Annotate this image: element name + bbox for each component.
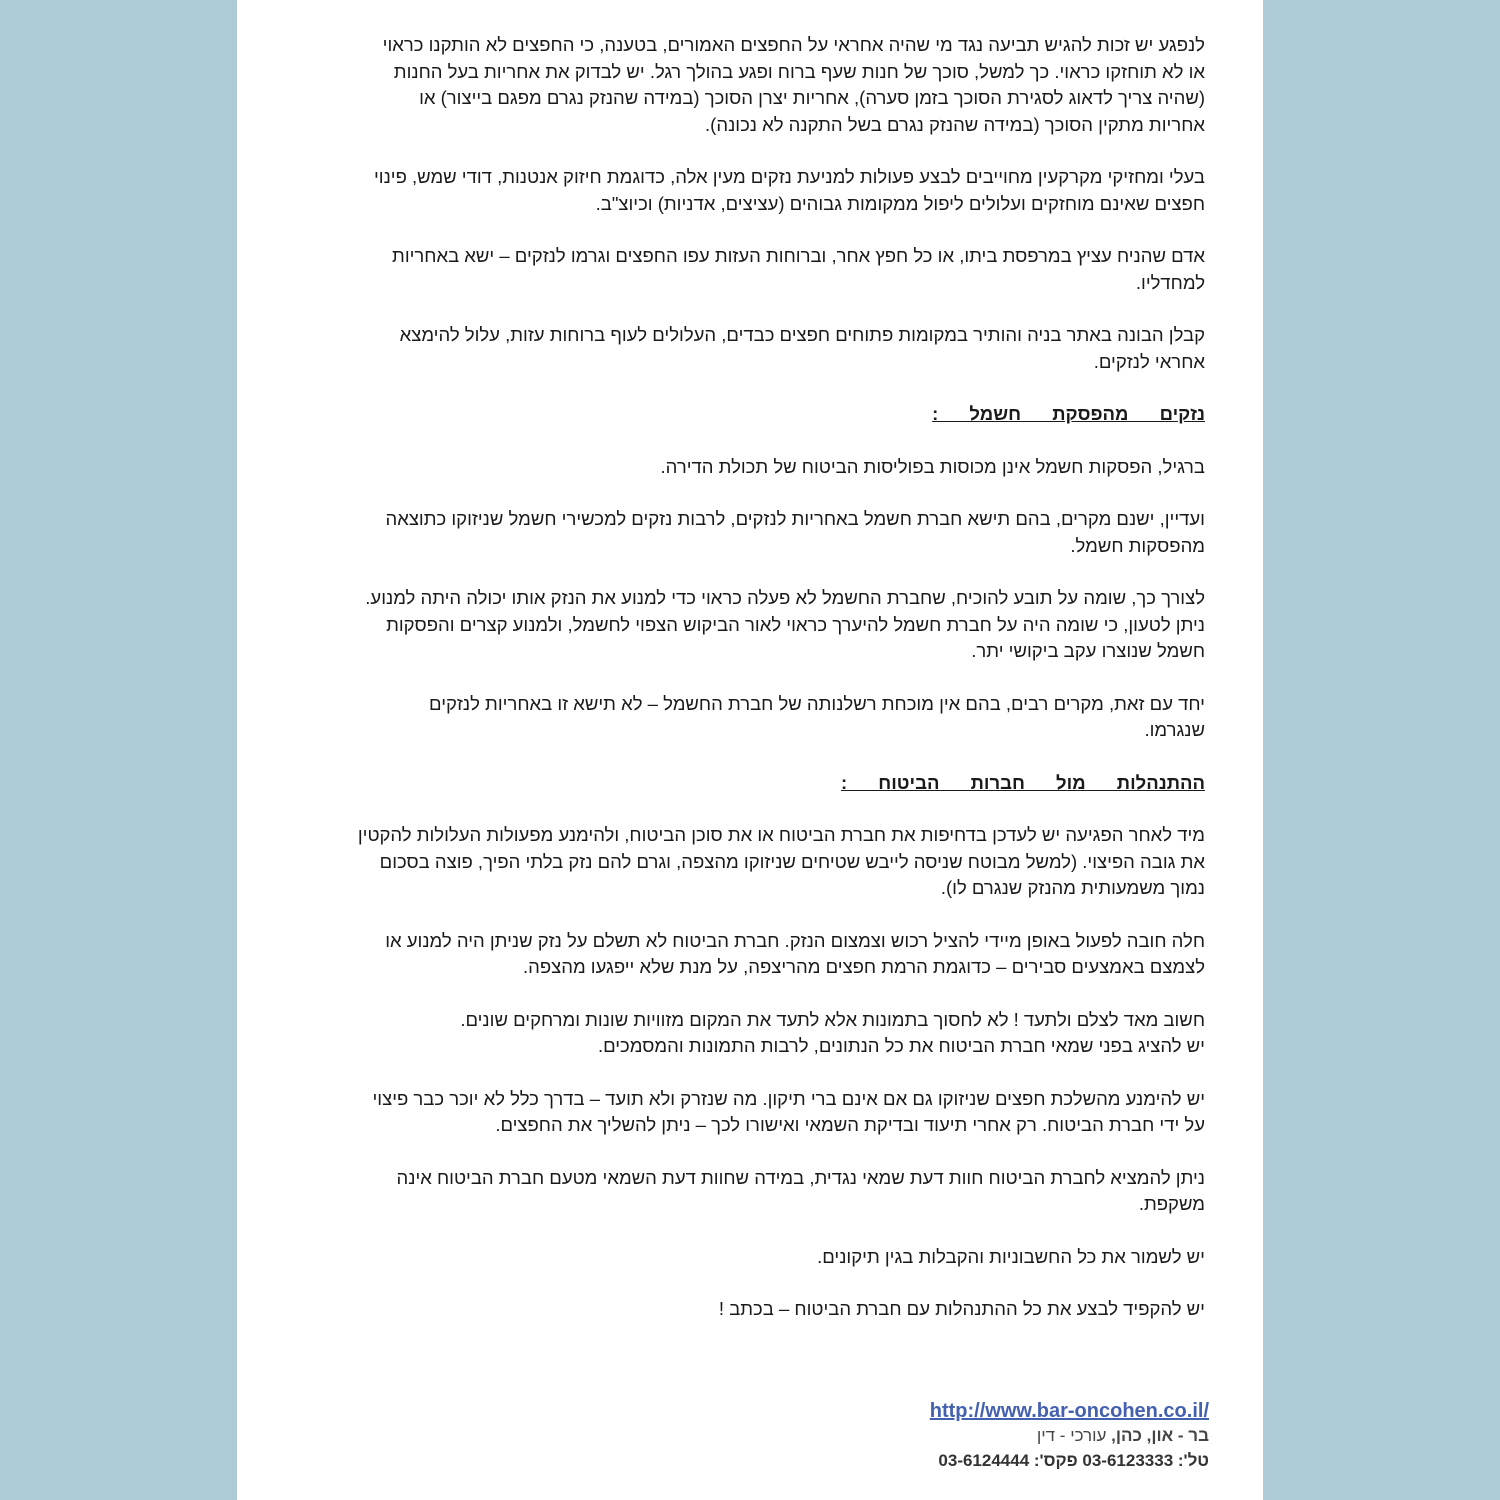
paragraph-group-liability	[289, 32, 1205, 375]
paragraph	[289, 506, 1205, 559]
paragraph	[289, 691, 1205, 744]
paragraph-line: אחראי לנזקים.	[1093, 350, 1205, 372]
paragraph	[289, 822, 1205, 902]
paragraph-line: יש להימנע מהשלכת חפצים שניזוקו גם אם אינם ברי תיקון. מה שנזרק ולא תועד – בדרך כלל לא יוכר כבר פיצוי	[372, 1087, 1205, 1109]
paragraph-line: חלה חובה לפעול באופן מיידי להציל רכוש וצמצום הנזק. חברת הביטוח לא תשלם על נזק שניתן היה למנוע או	[385, 929, 1205, 951]
paragraph-line: יש לשמור את כל החשבוניות והקבלות בגין תיקונים.	[817, 1245, 1205, 1267]
paragraph-line: ועדיין, ישנם מקרים, בהם תישא חברת חשמל באחריות לנזקים, לרבות נזקים למכשירי חשמל שניזוקו כתוצאה	[385, 508, 1205, 529]
paragraph	[289, 1086, 1205, 1139]
paragraph-line: (שהיה צריך לדאוג לסגירת הסוכך בזמן סערה), אחריות יצרן הסוכך (במידה שהנזק נגרם מפגם בייצור) או	[419, 87, 1205, 108]
paragraph-line: את גובה הפיצוי. (למשל מבוטח שניסה לייבש שטיחים שניזוקו מהצפה, וגרם להם נזק בלתי הפיך, פוצה בסכום	[379, 850, 1205, 872]
paragraph-line: מהפסקות חשמל.	[1070, 534, 1205, 556]
paragraph-line: יש להציג בפני שמאי חברת הביטוח את כל הנתונים, לרבות התמונות והמסמכים.	[597, 1035, 1205, 1056]
paragraph-line: יש להקפיד לבצע את כל ההתנהלות עם חברת הביטוח – בכתב !	[718, 1298, 1205, 1319]
paragraph-line: ניתן להמציא לחברת הביטוח חוות דעת שמאי נגדית, במידה שחוות דעת השמאי מטעם חברת הביטוח אינה	[396, 1166, 1205, 1188]
paragraph	[289, 585, 1205, 665]
paragraph-line: חפצים שאינם מוחזקים ועלולים ליפול ממקומות גבוהים (עציצים, אדניות) וכיוצ"ב.	[595, 192, 1205, 214]
paragraph-line: על ידי חברת הביטוח. רק אחרי תיעוד ובדיקת השמאי ואישורו לכך – ניתן להשליך את החפצים.	[495, 1114, 1205, 1135]
paragraph-line: לצורך כך, שומה על תובע להוכיח, שחברת החשמל לא פעלה כראוי כדי למנוע את הנזק אותו יכולה היתה למנוע.	[365, 587, 1205, 608]
paragraph	[289, 1244, 1205, 1271]
paragraph	[289, 454, 1205, 481]
document-body	[289, 32, 1205, 1349]
document-page	[237, 0, 1263, 1500]
firm-title: עורכי - דין	[1036, 1426, 1107, 1445]
paragraph-line: שנגרמו.	[1144, 719, 1205, 740]
paragraph-line: בעלי ומחזיקי מקרקעין מחוייבים לבצע פעולות למניעת נזקים מעין אלה, כדוגמת חיזוק אנטנות, דודי שמש, פינוי	[373, 166, 1205, 187]
paragraph-line: קבלן הבונה באתר בניה והותיר במקומות פתוחים חפצים כבדים, העלולים לעוף ברוחות עזות, עלול להימצא	[399, 324, 1205, 345]
paragraph-line: למחדליו.	[1135, 271, 1205, 293]
paragraph	[289, 928, 1205, 981]
paragraph	[289, 1296, 1205, 1323]
paragraph-line: יחד עם זאת, מקרים רבים, בהם אין מוכחת רשלנותה של חברת החשמל – לא תישא זו באחריות לנזקים	[429, 692, 1205, 714]
paragraph	[289, 1165, 1205, 1218]
firm-line	[930, 1424, 1209, 1448]
paragraph	[289, 243, 1205, 296]
paragraph-group-power-outage	[289, 454, 1205, 744]
paragraph	[289, 32, 1205, 138]
section-heading-power-outage: נזקים מהפסקת חשמל :	[932, 403, 1205, 424]
paragraph-line: משקפת.	[1138, 1193, 1205, 1214]
paragraph	[289, 1007, 1205, 1060]
paragraph-line: או לא תוחזקו כראוי. כך למשל, סוכך של חנות שעף ברוח ופגע בהולך רגל. יש לבדוק את אחריות בעל החנות	[393, 60, 1205, 82]
paragraph-line: לנפגע יש זכות להגיש תביעה נגד מי שהיה אחראי על החפצים האמורים, בטענה, כי החפצים לא הותקנו כראוי	[382, 34, 1205, 55]
section-heading-insurance: ההתנהלות מול חברות הביטוח :	[840, 771, 1205, 793]
firm-name: בר - און, כהן,	[1111, 1426, 1209, 1445]
paragraph-line: מיד לאחר הפגיעה יש לעדכן בדחיפות את חברת הביטוח או את סוכן הביטוח, ולהימנע מפעולות העלולות להקטין	[357, 824, 1205, 845]
website-link[interactable]: http://www.bar-oncohen.co.il/	[929, 1400, 1209, 1422]
paragraph-line: לצמצם באמצעים סבירים – כדוגמת הרמת חפצים מהריצפה, על מנת שלא ייפגעו מהצפה.	[523, 956, 1205, 977]
paragraph-line: ברגיל, הפסקות חשמל אינן מכוסות בפוליסות הביטוח של תכולת הדירה.	[660, 455, 1205, 477]
paragraph-line: אדם שהניח עציץ במרפסת ביתו, או כל חפץ אחר, וברוחות העזות עפו החפצים וגרמו לנזקים – ישא באחריות	[392, 245, 1205, 266]
paragraph-line: חשמל שנוצרו עקב ביקושי יתר.	[971, 640, 1205, 661]
paragraph-line: ניתן לטעון, כי שומה היה על חברת חשמל להיערך כראוי לאור הביקוש הצפוי לחשמל, ולמנוע קצרים והפסקות	[386, 613, 1205, 635]
paragraph	[289, 322, 1205, 375]
paragraph	[289, 164, 1205, 217]
paragraph-line: חשוב מאד לצלם ולתעד ! לא לחסוך בתמונות אלא לתעד את המקום מזוויות שונות ומרחקים שונים.	[460, 1008, 1205, 1030]
paragraph-line: אחריות מתקין הסוכך (במידה שהנזק נגרם בשל התקנה לא נכונה).	[705, 113, 1205, 135]
paragraph-line: נמוך משמעותית מהנזק שנגרם לו).	[940, 877, 1205, 898]
paragraph-group-insurance	[289, 822, 1205, 1323]
contact-phone-fax: טל': 03-6123333 פקס': 03-6124444	[938, 1451, 1209, 1470]
document-footer	[930, 1398, 1209, 1474]
